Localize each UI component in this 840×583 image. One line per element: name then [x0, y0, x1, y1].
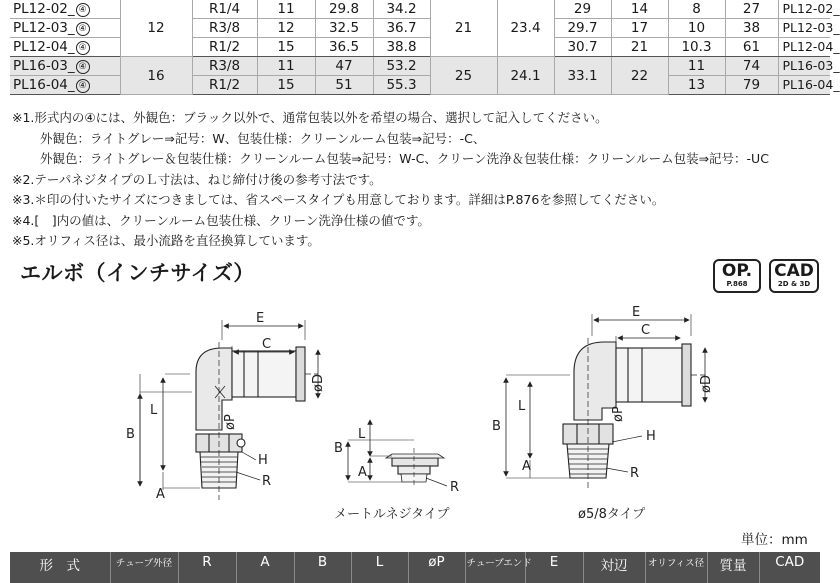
- dim-p-label: øP: [611, 406, 626, 422]
- dim-d-label: øD: [699, 375, 714, 393]
- b-cell: 29.8: [315, 0, 373, 19]
- orifice-cell: 10: [668, 19, 725, 38]
- l-cell: 53.2: [373, 57, 430, 76]
- p-cell: 25: [430, 57, 497, 95]
- note-line: ※1.形式内の④には、外観色：ブラック以外で、通常包装以外を希望の場合、選択して記入してください。: [12, 110, 608, 125]
- dim-r-label: R: [262, 474, 272, 489]
- header-b: B: [294, 552, 351, 583]
- a-cell: 11: [257, 0, 315, 19]
- option-mark: ④: [76, 79, 90, 93]
- option-mark: ④: [76, 60, 90, 74]
- header-mass: 質量: [707, 552, 759, 583]
- caption-58-type: ø5/8タイプ: [578, 507, 646, 522]
- a-cell: 12: [257, 19, 315, 38]
- badge-cad-label: CAD: [774, 261, 814, 281]
- tube-od-cell: 12: [120, 0, 192, 57]
- elbow-technical-drawing: [0, 290, 830, 530]
- orifice-cell: 13: [668, 76, 725, 95]
- e-cell: 29: [554, 0, 611, 19]
- thread-cell: R1/2: [192, 76, 257, 95]
- unit-label: 単位：mm: [741, 532, 808, 548]
- dim-c-label: C: [262, 337, 272, 352]
- mass-cell: 79: [725, 76, 778, 95]
- model-cell: PL16-04_: [13, 77, 75, 93]
- op-page-badge[interactable]: [713, 259, 761, 293]
- dim-b-label: B: [334, 441, 343, 456]
- guide-cell: 24.1: [497, 57, 554, 95]
- dim-a-label: A: [156, 487, 165, 502]
- a-cell: 15: [257, 76, 315, 95]
- thread-cell: R1/2: [192, 38, 257, 57]
- model-cell: PL12-03_: [13, 20, 75, 36]
- b-cell: 51: [315, 76, 373, 95]
- dim-a-label: A: [522, 459, 531, 474]
- l-cell: 36.7: [373, 19, 430, 38]
- b-cell: 47: [315, 57, 373, 76]
- dim-a-label: A: [358, 465, 367, 480]
- dim-h-label: H: [258, 453, 268, 468]
- header-cad: CAD: [759, 552, 820, 583]
- elbow-figure-58: [492, 305, 714, 490]
- cad-cell: PL12-04_: [778, 38, 830, 57]
- note-line: 外観色：ライトグレー＆包装仕様：クリーンルーム包装⇒記号：W-C、クリーン洗浄＆包装仕様：クリーンルーム包装⇒記号：-UC: [40, 151, 769, 166]
- header-r: R: [178, 552, 236, 583]
- badge-cad-sub: 2D & 3D: [777, 280, 811, 288]
- header-orifice: オリフィス径: [645, 552, 707, 583]
- note-line: ※4.[ ]内の値は、クリーンルーム包装仕様、クリーン洗浄仕様の値です。: [12, 212, 430, 228]
- dim-b-label: B: [492, 419, 501, 434]
- dim-l-label: L: [518, 399, 526, 414]
- option-mark: ④: [76, 22, 90, 36]
- model-cell: PL12-04_: [13, 39, 75, 55]
- note-line: ※3.＊印の付いたサイズにつきましては、省スペースタイプも用意しております。詳細はP.876を参照してください。: [12, 192, 665, 207]
- note-line: ※5.オリフィス径は、最小流路を直径換算しています。: [12, 233, 320, 248]
- l-cell: 55.3: [373, 76, 430, 95]
- cad-cell: PL16-03_: [778, 57, 830, 76]
- mass-cell: 61: [725, 38, 778, 57]
- badge-op-label: OP.: [721, 261, 753, 281]
- mass-cell: 74: [725, 57, 778, 76]
- b-cell: 36.5: [315, 38, 373, 57]
- table-row: [10, 57, 830, 76]
- header-e: E: [525, 552, 583, 583]
- dim-c-label: C: [641, 323, 651, 338]
- dim-r-label: R: [450, 480, 460, 495]
- option-mark: ④: [76, 41, 90, 55]
- note-line: 外観色：ライトグレー⇒記号：W、包装仕様：クリーンルーム包装⇒記号：-C、: [40, 130, 486, 146]
- p-cell: 21: [430, 0, 497, 57]
- spec-header-table: [10, 552, 820, 583]
- cad-cell: PL12-02_: [778, 0, 830, 19]
- tube-od-cell: 16: [120, 57, 192, 95]
- cad-cell: PL12-03_: [778, 19, 830, 38]
- header-p: øP: [408, 552, 465, 583]
- orifice-cell: 8: [668, 0, 725, 19]
- a-cell: 11: [257, 57, 315, 76]
- caption-metric-type: メートルネジタイプ: [334, 507, 450, 522]
- spec-table: [10, 0, 840, 95]
- l-cell: 38.8: [373, 38, 430, 57]
- dim-p-label: øP: [223, 414, 238, 430]
- header-l: L: [351, 552, 408, 583]
- model-cell: PL12-02_: [13, 1, 75, 17]
- l-cell: 34.2: [373, 0, 430, 19]
- dim-h-label: H: [646, 429, 656, 444]
- thread-cell: R3/8: [192, 57, 257, 76]
- guide-cell: 23.4: [497, 0, 554, 57]
- b-cell: 32.5: [315, 19, 373, 38]
- h-cell: 21: [611, 38, 668, 57]
- note-line: ※2.テーパネジタイプのＬ寸法は、ねじ締付け後の参考寸法です。: [12, 171, 382, 187]
- header-row: [10, 552, 820, 583]
- mass-cell: 38: [725, 19, 778, 38]
- header-tube-od: チューブ外径: [110, 552, 178, 583]
- table-row: [10, 0, 830, 19]
- option-mark: ④: [76, 3, 90, 17]
- dim-l-label: L: [150, 403, 158, 418]
- a-cell: 15: [257, 38, 315, 57]
- model-cell: PL16-03_: [13, 58, 75, 74]
- h-cell: 22: [611, 57, 668, 95]
- header-a: A: [236, 552, 294, 583]
- h-cell: 14: [611, 0, 668, 19]
- h-cell: 17: [611, 19, 668, 38]
- dim-e-label: E: [632, 305, 641, 320]
- thread-cell: R1/4: [192, 0, 257, 19]
- cad-cell: PL16-04_: [778, 76, 830, 95]
- dim-l-label: L: [358, 427, 366, 442]
- header-h: 対辺: [583, 552, 645, 583]
- elbow-figure-metric: [334, 420, 459, 495]
- dim-b-label: B: [126, 427, 135, 442]
- notes-block: [12, 108, 827, 252]
- header-tube-end: チューブエンド: [465, 552, 525, 583]
- dim-e-label: E: [256, 311, 265, 326]
- elbow-figure-standard: [126, 311, 326, 502]
- e-cell: 30.7: [554, 38, 611, 57]
- orifice-cell: 11: [668, 57, 725, 76]
- dim-d-label: øD: [311, 374, 326, 392]
- mass-cell: 27: [725, 0, 778, 19]
- header-model: 形 式: [39, 558, 80, 574]
- e-cell: 29.7: [554, 19, 611, 38]
- orifice-cell: 10.3: [668, 38, 725, 57]
- e-cell: 33.1: [554, 57, 611, 95]
- section-title: エルボ（インチサイズ）: [20, 261, 255, 285]
- cad-badge[interactable]: [769, 259, 819, 293]
- dim-r-label: R: [630, 466, 640, 481]
- thread-cell: R3/8: [192, 19, 257, 38]
- badge-op-page: P.868: [726, 280, 748, 288]
